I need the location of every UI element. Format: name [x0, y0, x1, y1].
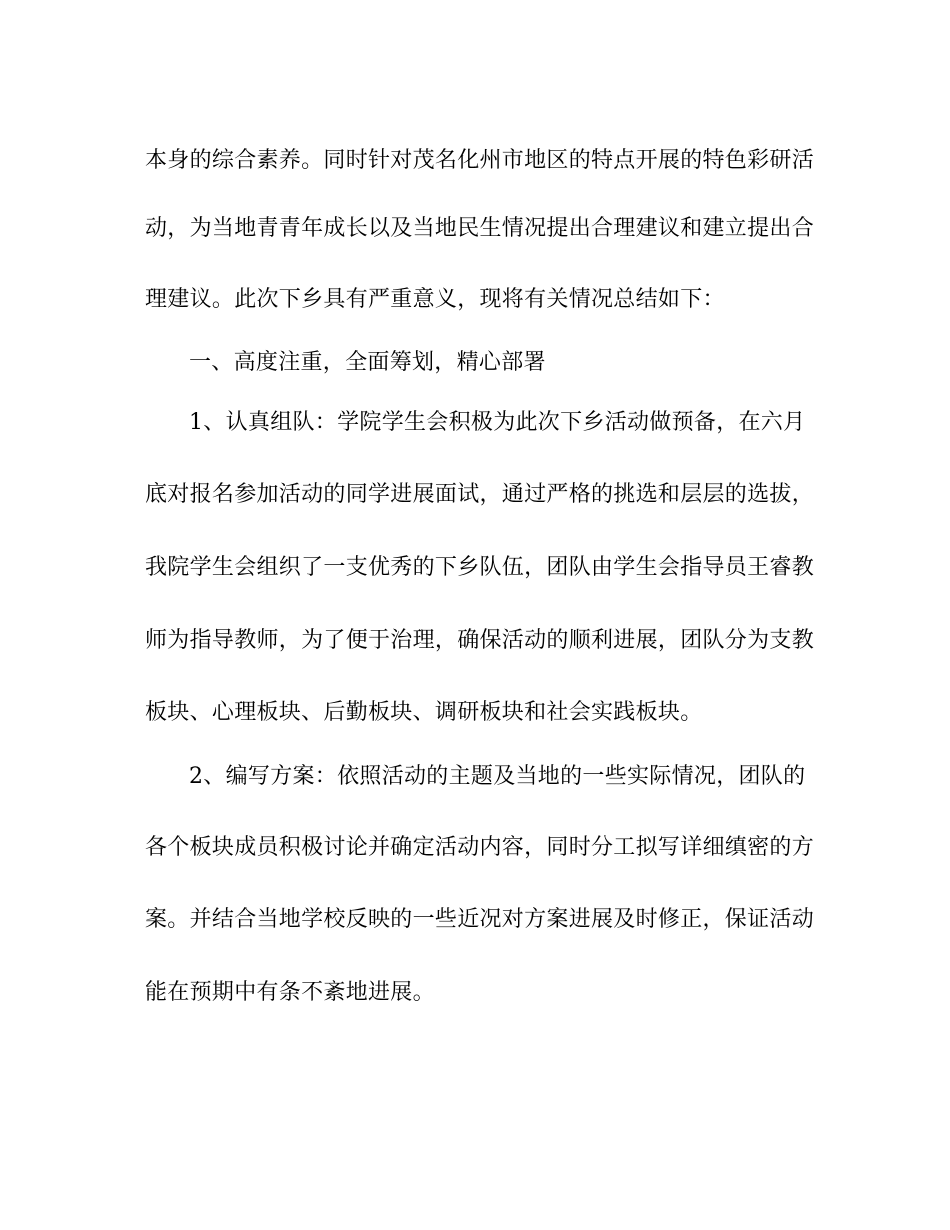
paragraph-start: 2、编写方案：依照活动的主题及当地的一些实际情况，团队的	[189, 764, 806, 789]
text-line: 师为指导教师，为了便于治理，确保活动的顺利进展，团队分为支教	[145, 628, 815, 653]
section-heading: 一、高度注重，全面筹划，精心部署	[189, 350, 546, 375]
text-line: 理建议。此次下乡具有严重意义，现将有关情况总结如下：	[145, 287, 725, 312]
text-line: 动，为当地青青年成长以及当地民生情况提出合理建议和建立提出合	[145, 216, 815, 241]
paragraph-start: 1、认真组队：学院学生会积极为此次下乡活动做预备，在六月	[189, 410, 806, 435]
text-line: 底对报名参加活动的同学进展面试，通过严格的挑选和层层的选拔，	[145, 482, 815, 507]
text-line: 能在预期中有条不紊地进展。	[145, 980, 435, 1005]
text-line: 各个板块成员积极讨论并确定活动内容，同时分工拟写详细缜密的方	[145, 835, 815, 860]
text-line: 我院学生会组织了一支优秀的下乡队伍，团队由学生会指导员王睿教	[145, 555, 815, 580]
text-line: 案。并结合当地学校反映的一些近况对方案进展及时修正，保证活动	[145, 907, 815, 932]
text-line: 板块、心理板块、后勤板块、调研板块和社会实践板块。	[145, 700, 703, 725]
text-line: 本身的综合素养。同时针对茂名化州市地区的特点开展的特色彩研活	[145, 148, 815, 173]
